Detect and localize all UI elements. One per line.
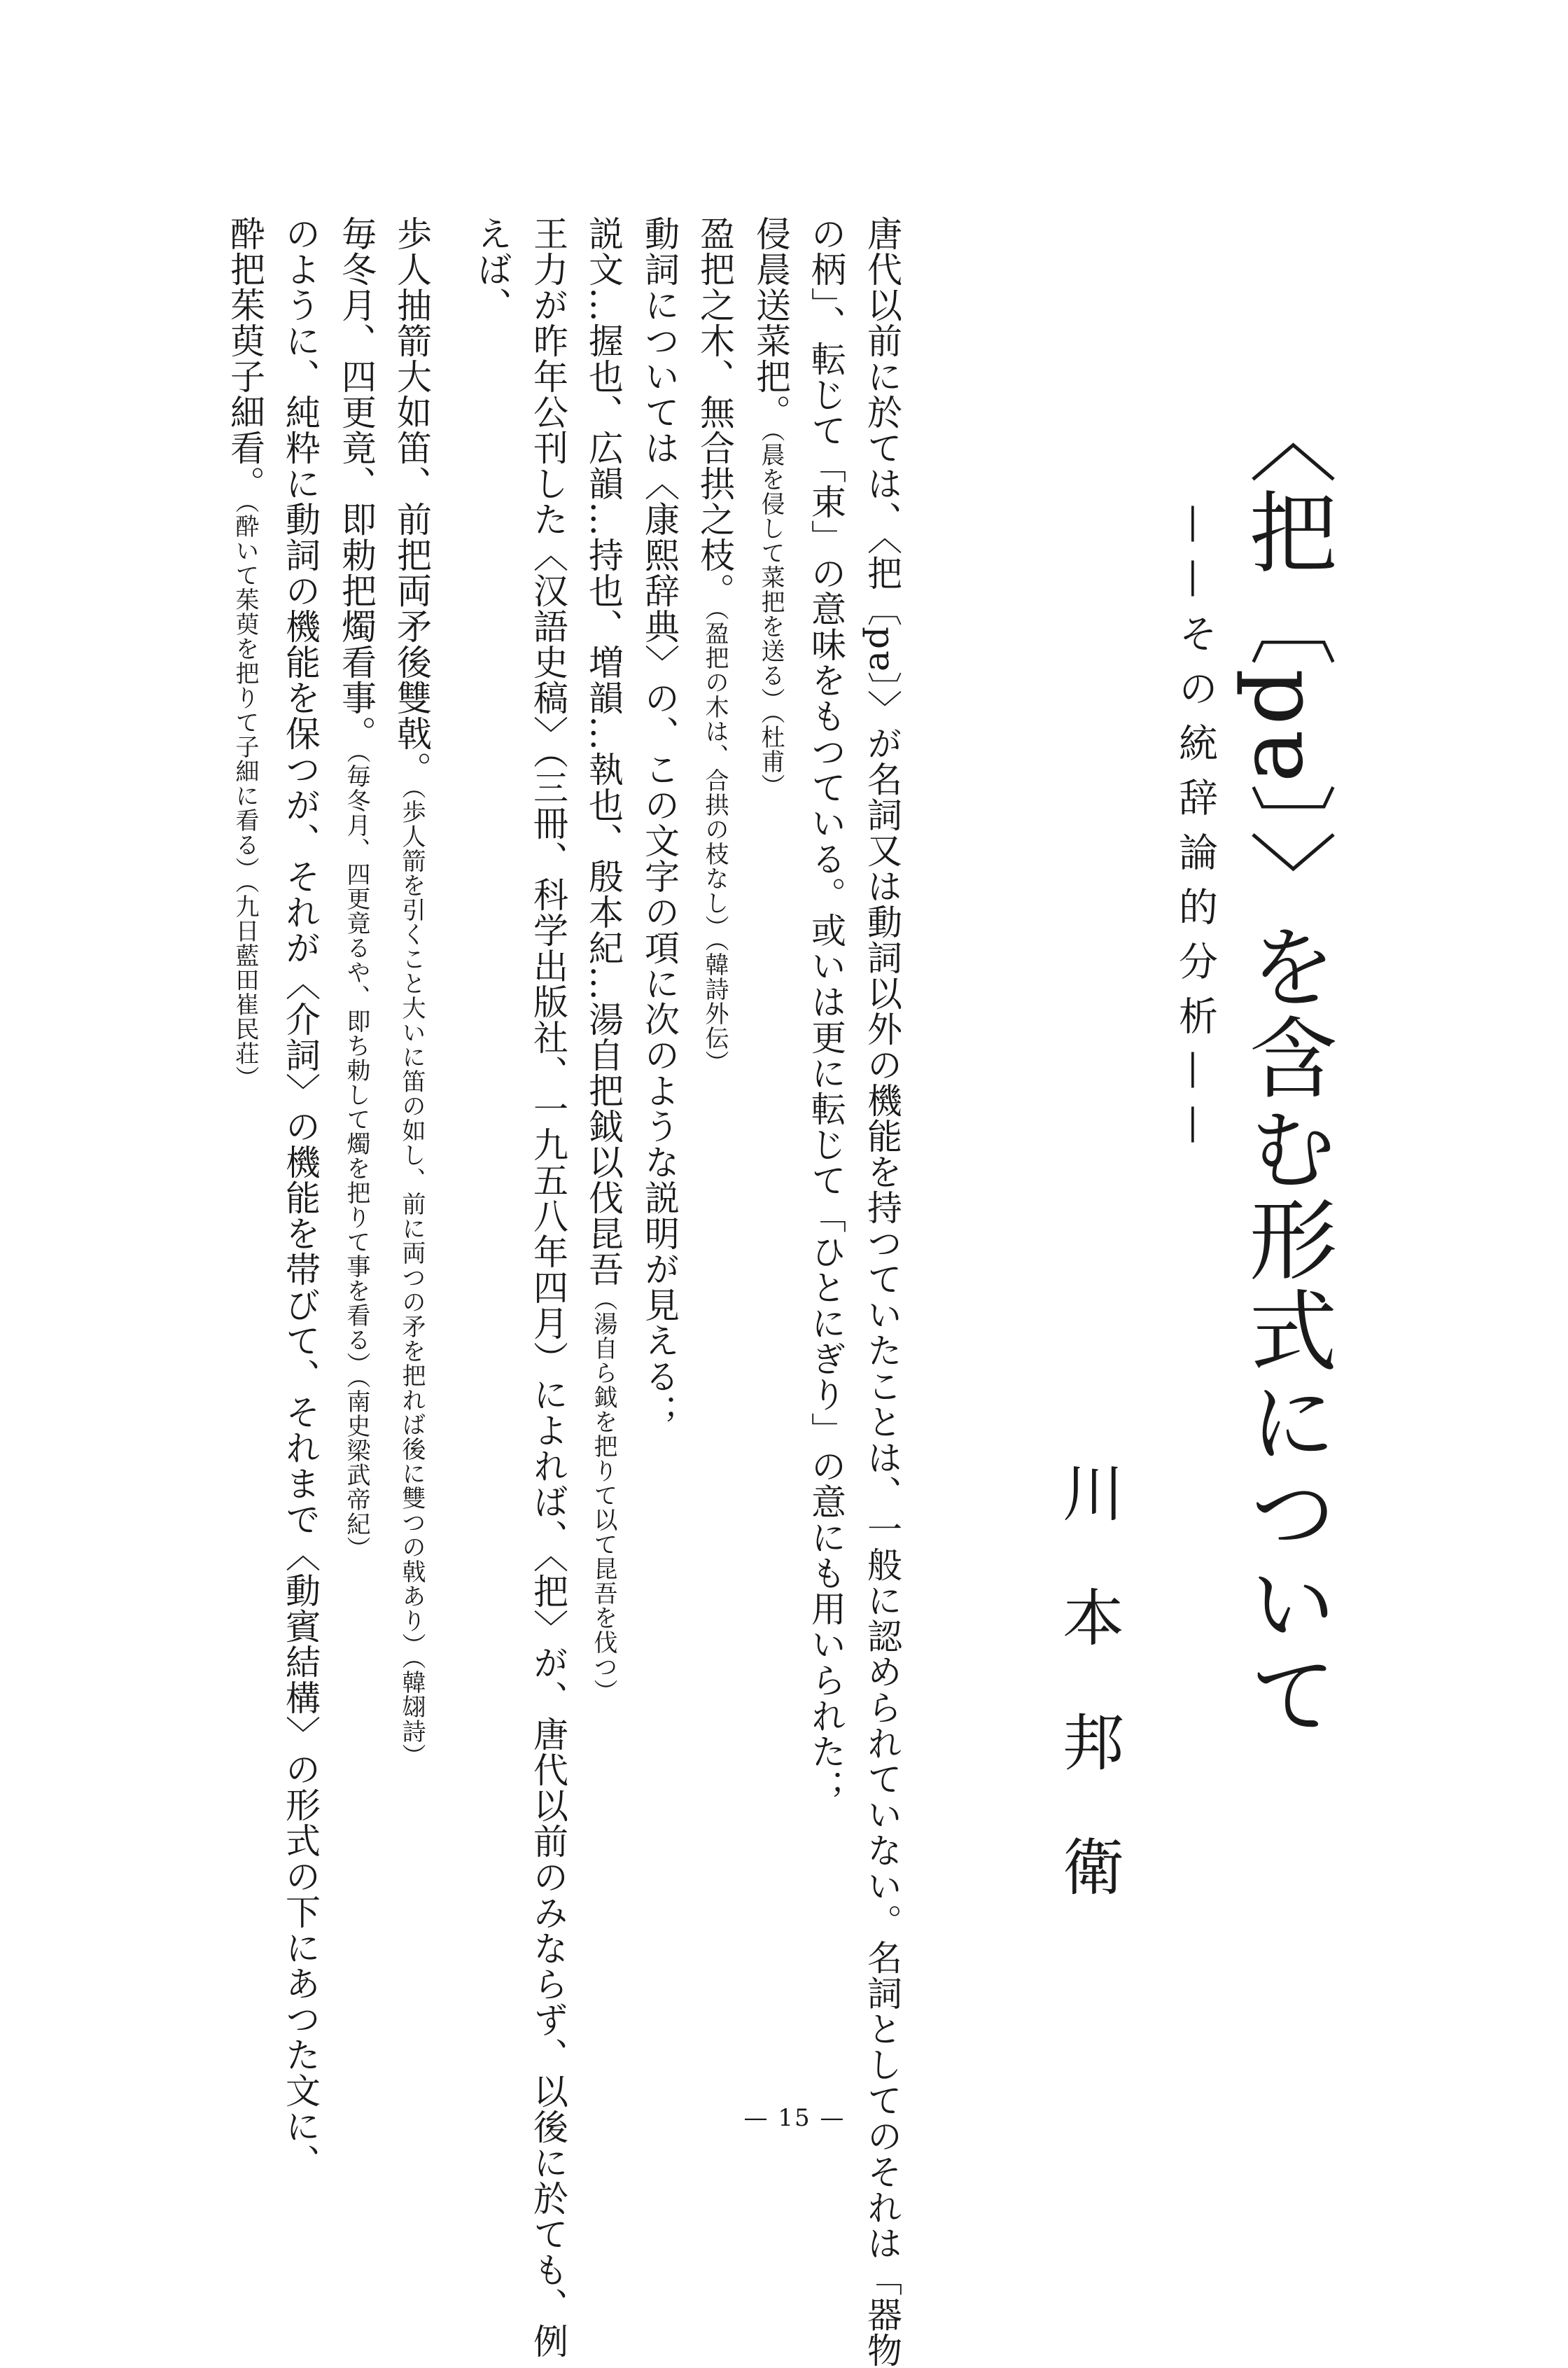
- article-subtitle: ——その統辞論的分析——: [1172, 504, 1218, 1159]
- author-char: 本: [1062, 1582, 1124, 1655]
- page-number: — 15 —: [743, 2104, 846, 2132]
- body-text: えば、: [472, 216, 512, 323]
- body-line: [528, 216, 568, 2359]
- author-name: [1058, 1458, 1128, 1962]
- body-note: （盈把の木は、合拱の枝なし）（韓詩外伝）: [701, 608, 729, 1075]
- body-line: [336, 216, 377, 1561]
- body-line: [808, 216, 844, 1805]
- body-line: [639, 216, 680, 1430]
- body-note: （歩人箭を引くこと大いに笛の如し、前に両つの矛を把れば後に雙つの戟あり）（韓翃詩）: [398, 787, 426, 1768]
- body-note: （晨を侵して菜把を送る）（杜甫）: [757, 430, 785, 798]
- body-text: の柄」、転じて「束」の意味をもつている。或いは更に転じて「ひとにぎり」の意にも用いられた；: [806, 216, 846, 1805]
- body-line: [225, 216, 265, 1090]
- body-text: 説文…握也、広韻…持也、増韻…執也、殷本紀…湯自把鉞以伐昆吾: [583, 216, 624, 1287]
- body-note: （湯自ら鉞を把りて以て昆吾を伐つ）: [589, 1287, 617, 1704]
- body-text: 侵晨送菜把。: [750, 216, 791, 430]
- body-line: [862, 216, 902, 2368]
- body-text: 唐代以前に於ては、〈把〔pɐ〕〉が名詞又は動詞以外の機能を持つていたことは、一般に認められていない。名詞としてのそれは「器物: [862, 216, 902, 2368]
- body-note: （毎冬月、四更竟るや、即ち勅して燭を把りて事を看る）（南史梁武帝紀）: [342, 751, 370, 1561]
- body-text: のように、純粋に動詞の機能を保つが、それが〈介詞〉の機能を帯びて、それまで〈動賓結構〉の形式の下にあつた文に、: [280, 216, 321, 2180]
- body-text: 王力が昨年公刊した〈汉語史稿〉（三冊、科学出版社、一九五八年四月）によれば、〈把〉が、唐代以前のみならず、以後に於ても、例: [528, 216, 568, 2359]
- body-text: 盈把之木、無合拱之枝。: [694, 216, 735, 608]
- author-char: 邦: [1062, 1707, 1124, 1779]
- body-note: （酔いて茱萸を把りて子細に看る）（九日藍田崔民荘）: [231, 501, 259, 1090]
- body-line: [472, 216, 512, 323]
- body-line: [280, 216, 321, 2180]
- body-line: [583, 216, 624, 1704]
- article-title: 〈把〔pɐ〕〉を含む形式について: [1235, 396, 1338, 1741]
- body-text: 酔把茱萸子細看。: [225, 216, 265, 501]
- body-line: [694, 216, 735, 1075]
- author-char: 川: [1062, 1458, 1124, 1530]
- body-text: 毎冬月、四更竟、即勅把燭看事。: [336, 216, 377, 751]
- body-text: 動詞については〈康熙辞典〉の、この文字の項に次のような説明が見える；: [639, 216, 680, 1430]
- body-line: [391, 216, 432, 1768]
- author-char: 衛: [1062, 1832, 1124, 1904]
- body-text: 歩人抽箭大如笛、前把両矛後雙戟。: [391, 216, 432, 787]
- body-line: [750, 216, 791, 798]
